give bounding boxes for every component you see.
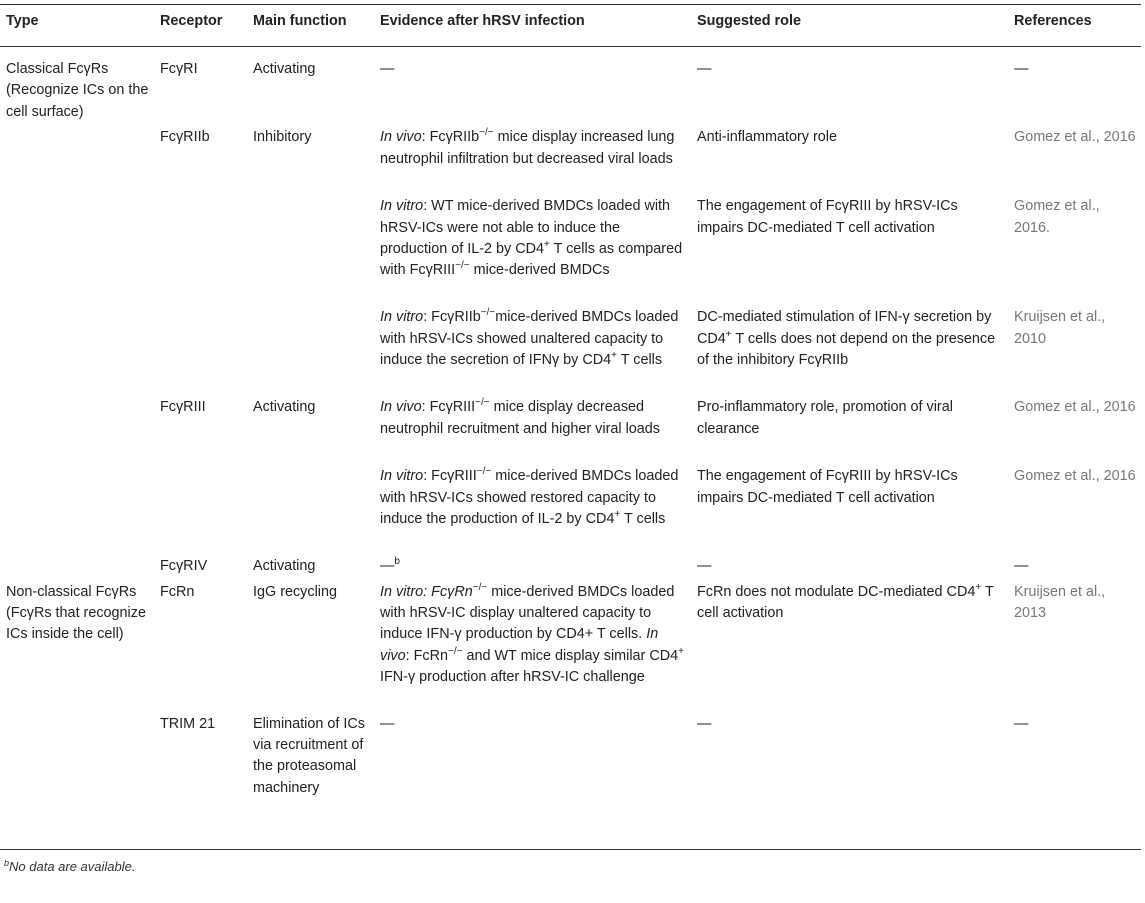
function-cell xyxy=(247,305,374,395)
reference-cell: — xyxy=(1014,61,1029,77)
reference-cell: Kruijsen et al., 2010 xyxy=(1014,309,1106,347)
evidence-label: In vitro xyxy=(380,468,424,485)
evidence-superscript: −/− xyxy=(480,307,496,319)
role-superscript: + xyxy=(725,328,732,340)
role-cell: — xyxy=(697,61,712,77)
receptor-cell xyxy=(154,305,247,395)
evidence-text: : FcγRIII xyxy=(421,399,476,416)
table-row xyxy=(0,305,1141,395)
evidence-superscript: −/− xyxy=(447,645,463,657)
role-cell xyxy=(691,305,1008,395)
table-row xyxy=(0,194,1141,305)
type-cell xyxy=(0,395,154,464)
table-row xyxy=(0,464,1141,554)
role-superscript: + xyxy=(975,581,982,593)
role-cell: Anti-inflammatory role xyxy=(697,129,837,146)
role-text: DC-mediated stimulation of IFN-γ secretion by CD4 xyxy=(697,309,992,347)
evidence-label: In vivo xyxy=(380,626,659,664)
evidence-label: In vivo xyxy=(380,399,422,416)
reference-cell: Gomez et al., 2016 xyxy=(1014,468,1136,485)
function-cell: IgG recycling xyxy=(253,583,337,600)
evidence-text: T cells as compared with FcγRIII xyxy=(380,241,683,279)
fcgr-table xyxy=(0,4,1141,850)
receptor-cell xyxy=(154,464,247,554)
receptor-cell xyxy=(154,194,247,305)
receptor-cell: TRIM 21 xyxy=(160,715,216,732)
role-cell: The engagement of FcγRIII by hRSV-ICs impairs DC-mediated T cell activation xyxy=(697,198,958,236)
evidence-cell xyxy=(374,395,691,464)
evidence-superscript: −/− xyxy=(479,127,494,139)
reference-cell: Gomez et al., 2016 xyxy=(1014,129,1136,146)
evidence-label: In vitro: FcγRn xyxy=(380,583,473,600)
role-text: FcRn does not modulate DC-mediated CD4 xyxy=(697,583,976,600)
table-row xyxy=(0,47,1141,126)
receptor-cell: FcγRIII xyxy=(160,399,206,416)
function-cell xyxy=(247,464,374,554)
evidence-text: T cells xyxy=(620,511,666,528)
evidence-text: mice display decreased neutrophil recruitment and higher viral loads xyxy=(380,399,660,437)
evidence-footnote-marker: b xyxy=(394,556,400,568)
reference-cell: Kruijsen et al., 2013 xyxy=(1014,583,1106,622)
function-cell: Elimination of ICs via recruitment of the proteasomal machinery xyxy=(253,715,365,796)
evidence-text: and WT mice display similar CD4 xyxy=(462,647,679,664)
evidence-text: : FcRn xyxy=(405,647,448,664)
role-cell: The engagement of FcγRIII by hRSV-ICs impairs DC-mediated T cell activation xyxy=(697,468,958,506)
evidence-cell xyxy=(374,125,691,194)
table-row xyxy=(0,712,1141,850)
evidence-superscript: + xyxy=(678,645,684,657)
type-cell xyxy=(0,712,154,850)
evidence-superscript: + xyxy=(543,239,550,251)
receptor-cell: FcγRIV xyxy=(160,558,208,575)
function-cell: Inhibitory xyxy=(253,129,312,146)
evidence-text: : FcγRIIb xyxy=(423,309,481,326)
type-cell: Non-classical FcγRs (FcγRs that recognize ICs inside the cell) xyxy=(6,583,146,643)
evidence-cell xyxy=(374,580,691,712)
role-text: T cell activation xyxy=(697,583,994,622)
header-receptor: Receptor xyxy=(160,13,223,29)
evidence-superscript: −/− xyxy=(455,260,470,272)
header-main-function: Main function xyxy=(253,13,347,29)
evidence-text: mice display increased lung neutrophil infiltration but decreased viral loads xyxy=(380,129,675,167)
evidence-label: In vivo xyxy=(380,129,422,146)
table-row xyxy=(0,580,1141,712)
evidence-text: : WT mice-derived BMDCs loaded with hRSV-ICs were not able to induce the production of IL-2 by CD4 xyxy=(380,198,671,258)
evidence-cell: — xyxy=(380,61,395,77)
evidence-text: : FcγRIII xyxy=(423,468,477,485)
reference-cell: Gomez et al., 2016 xyxy=(1014,399,1136,416)
header-row xyxy=(0,5,1141,47)
evidence-superscript: + xyxy=(614,509,621,521)
header-suggested-role: Suggested role xyxy=(697,13,801,29)
role-cell xyxy=(691,580,1008,712)
evidence-superscript: −/− xyxy=(476,466,492,478)
evidence-label: In vitro xyxy=(380,198,424,215)
evidence-text: : FcγRIIb xyxy=(421,129,480,146)
function-cell xyxy=(247,194,374,305)
receptor-cell: FcRn xyxy=(160,583,195,600)
role-cell: — xyxy=(697,558,712,575)
function-cell: Activating xyxy=(253,558,316,575)
reference-cell: — xyxy=(1014,558,1029,575)
evidence-label: In vitro xyxy=(380,309,424,326)
evidence-text: IFN-γ production after hRSV-IC challenge xyxy=(380,669,645,686)
evidence-text: mice-derived BMDCs loaded with hRSV-ICs showed restored capacity to induce the production of IL-2 by CD4 xyxy=(380,468,679,528)
evidence-text: — xyxy=(380,558,395,575)
receptor-cell: FcγRIIb xyxy=(160,129,210,146)
table-row xyxy=(0,125,1141,194)
role-text: T cells does not depend on the presence of the inhibitory FcγRIIb xyxy=(697,330,996,369)
role-cell: — xyxy=(697,715,712,732)
evidence-cell: — xyxy=(380,715,395,732)
type-cell: Classical FcγRs (Recognize ICs on the cell surface) xyxy=(6,61,149,120)
evidence-text: T cells xyxy=(617,352,663,369)
role-cell: Pro-inflammatory role, promotion of viral clearance xyxy=(697,399,953,437)
evidence-superscript: −/− xyxy=(472,581,488,593)
evidence-text: mice-derived BMDCs loaded with hRSV-ICs showed unaltered capacity to induce the secretion of IFNγ by CD4 xyxy=(380,309,679,369)
footnote-marker: b xyxy=(4,858,10,868)
evidence-text: mice-derived BMDCs xyxy=(469,262,610,279)
evidence-cell xyxy=(374,554,691,579)
header-evidence: Evidence after hRSV infection xyxy=(380,13,585,29)
function-cell: Activating xyxy=(253,61,316,77)
evidence-cell xyxy=(374,305,691,395)
function-cell: Activating xyxy=(253,399,316,416)
evidence-cell xyxy=(374,464,691,554)
type-cell xyxy=(0,305,154,395)
type-cell xyxy=(0,554,154,579)
evidence-superscript: + xyxy=(611,350,618,362)
table-row xyxy=(0,395,1141,464)
reference-cell: — xyxy=(1014,715,1029,732)
receptor-cell: FcγRI xyxy=(160,61,198,77)
evidence-superscript: −/− xyxy=(475,397,490,409)
type-cell xyxy=(0,464,154,554)
table-row xyxy=(0,554,1141,579)
type-cell xyxy=(0,194,154,305)
evidence-text: mice-derived BMDCs loaded with hRSV-IC display unaltered capacity to induce IFN-γ production by CD4+ T cells. xyxy=(380,583,675,643)
evidence-cell xyxy=(374,194,691,305)
type-cell xyxy=(0,125,154,194)
header-type: Type xyxy=(6,13,39,29)
footnote-text: No data are available. xyxy=(9,859,136,874)
table-footnote xyxy=(4,856,136,877)
header-references: References xyxy=(1014,13,1092,29)
reference-cell: Gomez et al., 2016. xyxy=(1014,198,1100,236)
